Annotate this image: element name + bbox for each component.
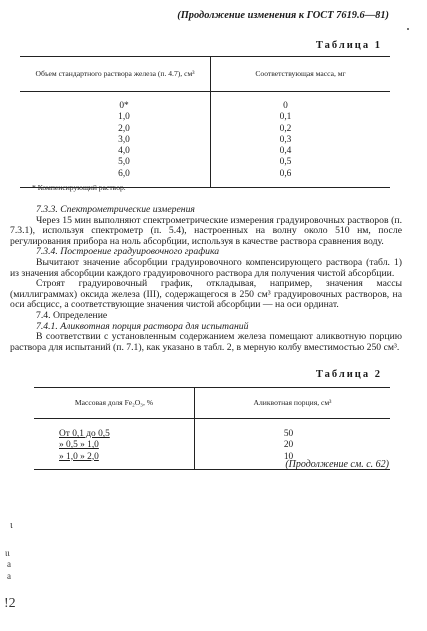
page-header: (Продолжение изменения к ГОСТ 7619.6—81): [177, 10, 389, 21]
volume-cell: 1,0: [20, 112, 211, 123]
mass-cell: 0,4: [279, 146, 292, 157]
mass-cell: 0,6: [211, 169, 391, 188]
volume-cell: 4,0: [20, 146, 211, 157]
paragraph: Через 15 мин выполняют спектрометрические измерения градуировочных растворов (п. 7.3.1), используя спектрометр (п. 5.4), настроенных на волну около 510 нм, после регулирования прибора на ноль абсорбции, используя в качестве раствора сравнения воду.: [10, 214, 402, 247]
volume-cell: 5,0: [20, 157, 211, 168]
margin-mark: ɩɩ: [5, 548, 10, 558]
table-row: [20, 92, 390, 113]
range-cell: От 0,1 до 0,5: [34, 419, 195, 441]
margin-mark: !2: [4, 596, 16, 611]
volume-cell: 2,0: [20, 124, 211, 135]
mass-cell: 0,2: [279, 123, 292, 134]
table2-col1-header: Массовая доля Fe₂O₃, %: [34, 388, 195, 419]
margin-mark: а: [7, 571, 11, 581]
table-row: [20, 146, 390, 157]
margin-mark: а: [7, 559, 11, 569]
table2-caption: Таблица 2: [315, 369, 382, 380]
volume-cell: 6,0: [20, 169, 211, 188]
table2-col2-header: Аликвотная порция, см³: [195, 388, 391, 419]
table-row: [20, 135, 390, 146]
section-heading: 7.4. Определение: [36, 309, 108, 321]
mass-cell: 0,1: [279, 112, 292, 123]
table1-caption: Таблица 1: [315, 40, 382, 51]
volume-cell: 0*: [20, 92, 211, 113]
body-text: [10, 205, 402, 353]
table-row: [20, 112, 390, 123]
section-heading: 7.3.4. Построение градуировочного графика: [36, 246, 220, 258]
mass-cell: 0,3: [279, 134, 292, 145]
aliquot-cell: 50: [283, 429, 294, 439]
range-cell: » 1,0 » 2,0: [34, 452, 195, 470]
paragraph: В соответствии с установленным содержанием железа помещают аликвотную порцию раствора для испытаний (п. 7.1), как указано в табл. 2, в мерную колбу вместимостью 250 см³.: [10, 331, 402, 353]
paragraph: Строят градуировочный график, откладывая, например, значения массы (миллиграммах) оксида железа (III), содержащегося в 250 см³ градуировочных растворов, на оси абсцисс, а соответствующие значения чистой абсорбции — на оси ординат.: [10, 278, 402, 311]
volume-cell: 3,0: [20, 135, 211, 146]
margin-mark: ɩ: [10, 520, 13, 531]
mass-cell: 0: [283, 101, 288, 111]
mass-cell: 0,5: [279, 157, 292, 168]
table-row: [34, 440, 390, 451]
table1-col1-header: Объем стандартного раствора железа (п. 4.7), см³: [20, 57, 211, 92]
aliquot-cell: 20: [283, 440, 294, 451]
paragraph: Вычитают значение абсорбции градуировочного компенсирующего раствора (табл. 1) из значения абсорбции каждого градуировочного раствора для получения чистой абсорбции.: [10, 256, 402, 279]
continuation-note: (Продолжение см. с. 62): [285, 459, 389, 470]
table-row: [20, 157, 390, 168]
section-heading: 7.3.3. Спектрометрические измерения: [36, 204, 195, 215]
section-heading: 7.4.1. Аликвотная порция раствора для испытаний: [36, 320, 249, 332]
table2: [34, 387, 390, 470]
scan-speck: [407, 28, 409, 30]
table1-col2-header: Соответствующая масса, мг: [211, 57, 391, 92]
table1-footnote: * Компенсирующий раствор.: [32, 183, 126, 192]
table1: [20, 56, 390, 188]
table-row: [34, 419, 390, 441]
range-cell: » 0,5 » 1,0: [34, 440, 195, 451]
table-row: [20, 124, 390, 135]
aliquot-cell: 10: [195, 452, 391, 470]
